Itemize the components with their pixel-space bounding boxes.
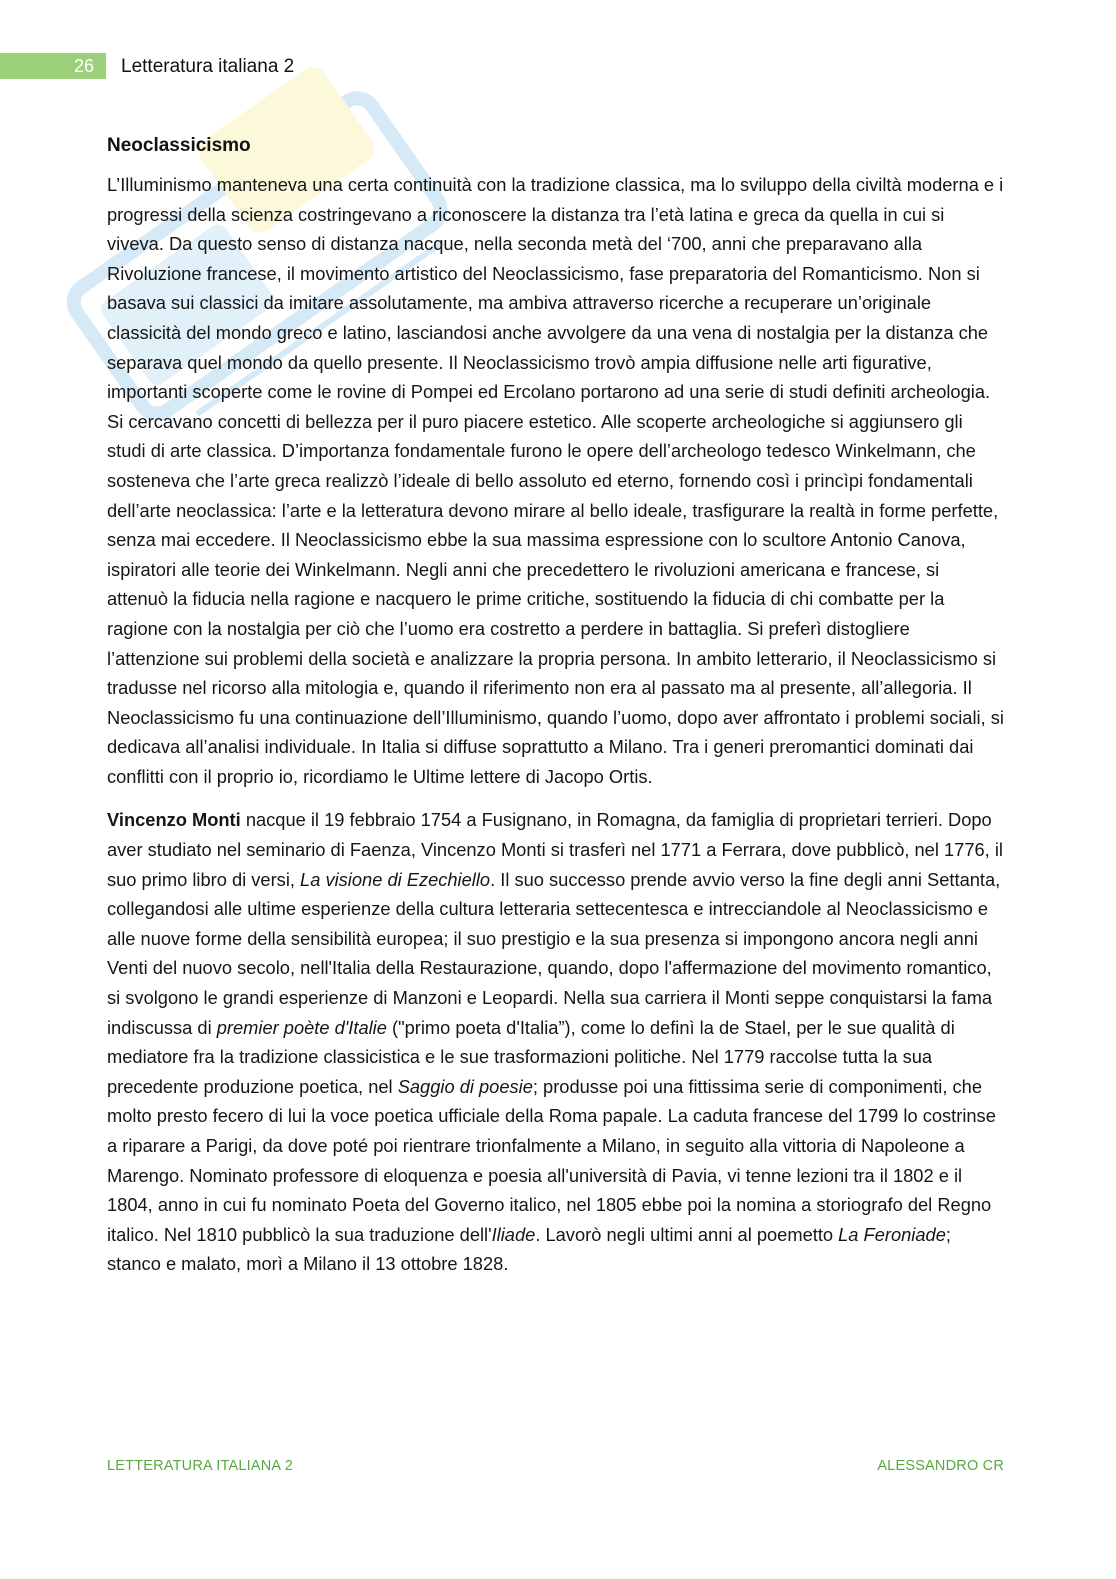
monti-paragraph: Vincenzo Monti nacque il 19 febbraio 1754 a Fusignano, in Romagna, da famiglia di proprietari terrieri. Dopo aver studiato nel seminario di Faenza, Vincenzo Monti si trasferì nel 1771 a Ferrara, dove pubblicò, nel 1776, il suo primo libro di versi, La visione di Ezechiello. Il suo successo prende avvio verso la fine degli anni Settanta, collegandosi alle ultime esperienze della cultura letteraria settecentesca e intrecciandole al Neoclassicismo e alle nuove forme della sensibilità europea; il suo prestigio e la sua presenza si impongono ancora negli anni Venti del nuovo secolo, nell'Italia della Restaurazione, quando, dopo l'affermazione del movimento romantico, si svolgono le grandi esperienze di Manzoni e Leopardi. Nella sua carriera il Monti seppe conquistarsi la fama indiscussa di premier poète d'Italie ("primo poeta d'Italia”), come lo definì la de Stael, per le sue qualità di mediatore fra la tradizione classicistica e le sue trasformazioni politiche. Nel 1779 raccolse tutta la sua precedente produzione poetica, nel Saggio di poesie; produsse poi una fittissima serie di componimenti, che molto presto fecero di lui la voce poetica ufficiale della Roma papale. La caduta francese del 1799 lo costrinse a riparare a Parigi, da dove poté poi rientrare trionfalmente a Milano, in seguito alla vittoria di Napoleone a Marengo. Nominato professore di eloquenza e poesia all'università di Pavia, vi tenne lezioni tra il 1802 e il 1804, anno in cui fu nominato Poeta del Governo italico, nel 1805 ebbe poi la nomina a storiografo del Regno italico. Nel 1810 pubblicò la sua traduzione dell'Iliade. Lavorò negli ultimi anni al poemetto La Feroniade; stanco e malato, morì a Milano il 13 ottobre 1828. (107, 809, 1003, 1275)
title-premier-poete: premier poète d'Italie (216, 1016, 387, 1038)
page-number: 26 (0, 53, 106, 79)
running-header-title: Letteratura italiana 2 (121, 56, 295, 77)
page-body (107, 130, 1005, 1293)
monti-name: Vincenzo Monti (107, 809, 241, 831)
title-saggio-poesie: Saggio di poesie (397, 1075, 533, 1097)
title-visione-ezechiello: La visione di Ezechiello (300, 868, 491, 890)
footer-author: ALESSANDRO CR (877, 1458, 1004, 1474)
section-title: Neoclassicismo (107, 135, 251, 156)
title-iliade: Iliade (491, 1223, 536, 1245)
footer-course-title: LETTERATURA ITALIANA 2 (107, 1458, 293, 1474)
title-feroniade: La Feroniade (838, 1223, 946, 1245)
neoclassicismo-paragraph: L’Illuminismo manteneva una certa continuità con la tradizione classica, ma lo sviluppo della civiltà moderna e i progressi della scienza costringevano a riconoscere la distanza tra l’età latina e greca da quella in cui si viveva. Da questo senso di distanza nacque, nella seconda metà del ‘700, anni che preparavano alla Rivoluzione francese, il movimento artistico del Neoclassicismo, fase preparatoria del Romanticismo. Non si basava sui classici da imitare assolutamente, ma ambiva attraverso ricerche a recuperare un’originale classicità del mondo greco e latino, lasciandosi anche avvolgere da una vena di nostalgia per la distanza che separava quel mondo da quello presente. Il Neoclassicismo trovò ampia diffusione nelle arti figurative, importanti scoperte come le rovine di Pompei ed Ercolano portarono ad una serie di studi definiti archeologia. Si cercavano concetti di bellezza per il puro piacere estetico. Alle scoperte archeologiche si aggiunsero gli studi di arte classica. D’importanza fondamentale furono le opere dell’archeologo tedesco Winkelmann, che sosteneva che l’arte greca realizzò l’ideale di bello assoluto ed eterno, fornendo così i princìpi fondamentali dell’arte neoclassica: l’arte e la letteratura devono mirare al bello ideale, trasfigurare la realtà in forme perfette, senza mai eccedere. Il Neoclassicismo ebbe la sua massima espressione con lo scultore Antonio Canova, ispiratori alle teorie dei Winkelmann. Negli anni che precedettero le rivoluzioni americana e francese, si attenuò la fiducia nella ragione e nacquero le prime critiche, sostituendo la fiducia di chi combatte per la ragione con la nostalgia per ciò che l’uomo era costretto a perdere in battaglia. Si preferì distogliere l’attenzione sui problemi della società e analizzare la propria persona. In ambito letterario, il Neoclassicismo si tradusse nel ricorso alla mitologia e, quando il riferimento non era al passato ma al presente, all’allegoria. Il Neoclassicismo fu una continuazione dell’Illuminismo, quando l’uomo, dopo aver affrontato i problemi sociali, si dedicava all’analisi individuale. In Italia si diffuse soprattutto a Milano. Tra i generi preromantici dominati dai conflitti con il proprio io, ricordiamo le Ultime lettere di Jacopo Ortis. (107, 174, 1004, 787)
